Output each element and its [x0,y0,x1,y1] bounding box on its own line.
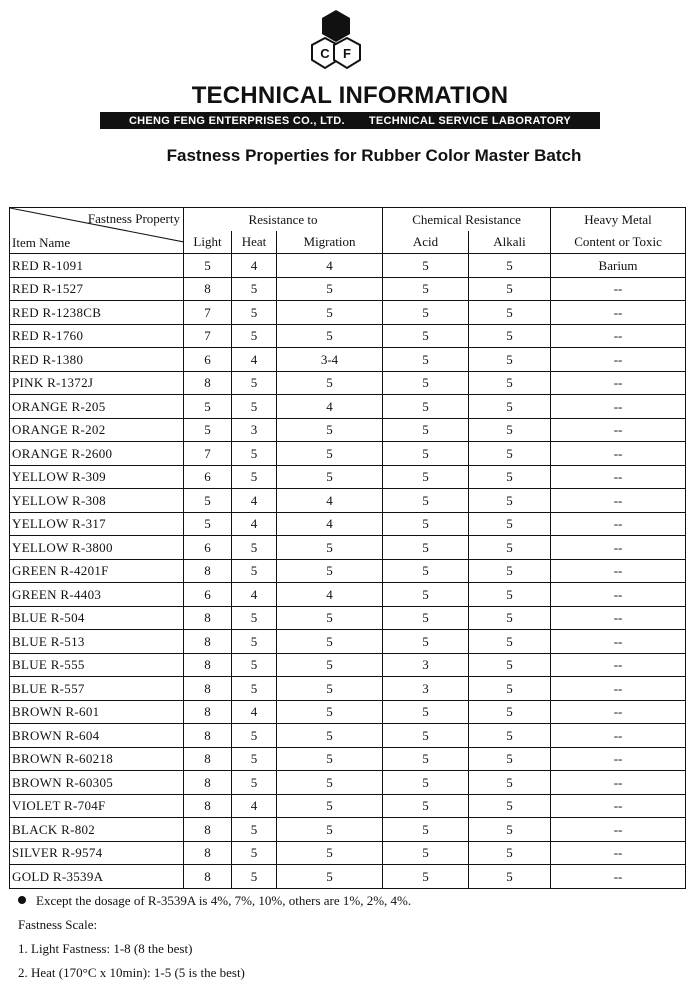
cell-acid: 5 [383,324,469,348]
cell-metal: Barium [551,254,686,278]
cell-acid: 5 [383,418,469,442]
table-row [10,371,686,395]
cell-light: 7 [184,324,232,348]
cell-migration: 4 [277,489,383,513]
table-row [10,677,686,701]
cell-name: SILVER R-9574 [10,841,184,865]
cell-alkali: 5 [469,536,551,560]
cell-alkali: 5 [469,724,551,748]
cell-acid: 5 [383,371,469,395]
table-row [10,630,686,654]
cell-name: YELLOW R-308 [10,489,184,513]
cell-migration: 5 [277,418,383,442]
cell-acid: 5 [383,489,469,513]
cell-heat: 5 [232,747,277,771]
cell-metal: -- [551,653,686,677]
cell-name: BLUE R-557 [10,677,184,701]
cell-heat: 4 [232,794,277,818]
table-row [10,277,686,301]
cell-alkali: 5 [469,442,551,466]
cell-alkali: 5 [469,395,551,419]
cell-name: BROWN R-60218 [10,747,184,771]
cell-alkali: 5 [469,747,551,771]
cell-light: 7 [184,442,232,466]
cell-metal: -- [551,277,686,301]
cell-light: 7 [184,301,232,325]
cell-light: 8 [184,841,232,865]
table-row [10,559,686,583]
cell-light: 8 [184,559,232,583]
table-row [10,348,686,372]
cell-name: RED R-1380 [10,348,184,372]
logo-letter-c: C [320,46,330,61]
cell-alkali: 5 [469,324,551,348]
cell-name: BLUE R-504 [10,606,184,630]
cell-light: 6 [184,348,232,372]
notes-section [18,889,411,985]
cell-alkali: 5 [469,277,551,301]
cell-acid: 5 [383,865,469,889]
cell-alkali: 5 [469,653,551,677]
cell-name: ORANGE R-202 [10,418,184,442]
table-row [10,771,686,795]
cell-acid: 5 [383,348,469,372]
cell-heat: 4 [232,254,277,278]
company-banner [100,112,600,129]
cell-light: 5 [184,418,232,442]
cell-light: 6 [184,583,232,607]
cell-acid: 5 [383,841,469,865]
cell-migration: 4 [277,395,383,419]
cell-light: 8 [184,677,232,701]
cell-metal: -- [551,301,686,325]
light-scale-note: 1. Light Fastness: 1-8 (8 the best) [18,941,193,956]
cell-migration: 5 [277,747,383,771]
table-row [10,606,686,630]
cell-migration: 5 [277,865,383,889]
cell-name: RED R-1527 [10,277,184,301]
cell-alkali: 5 [469,371,551,395]
cell-migration: 5 [277,724,383,748]
cell-heat: 5 [232,724,277,748]
cell-alkali: 5 [469,348,551,372]
cell-light: 8 [184,371,232,395]
cell-acid: 5 [383,536,469,560]
cell-metal: -- [551,371,686,395]
cell-migration: 5 [277,677,383,701]
cell-metal: -- [551,536,686,560]
table-row [10,724,686,748]
cell-name: GREEN R-4403 [10,583,184,607]
header-heavy-metal-line1: Heavy Metal [551,208,686,231]
cell-migration: 5 [277,771,383,795]
cell-metal: -- [551,841,686,865]
table-row [10,324,686,348]
corner-header-cell [10,208,184,254]
cell-acid: 5 [383,395,469,419]
header-light: Light [184,231,232,254]
cell-migration: 5 [277,301,383,325]
cell-heat: 5 [232,371,277,395]
cell-migration: 3-4 [277,348,383,372]
table-row [10,794,686,818]
table-row [10,818,686,842]
company-name: CHENG FENG ENTERPRISES CO., LTD. [128,114,345,127]
corner-header-property: Fastness Property [87,211,180,226]
cell-metal: -- [551,700,686,724]
cell-light: 8 [184,794,232,818]
cell-alkali: 5 [469,677,551,701]
cell-light: 8 [184,747,232,771]
cell-name: ORANGE R-205 [10,395,184,419]
cell-light: 8 [184,771,232,795]
cell-light: 8 [184,606,232,630]
cell-alkali: 5 [469,559,551,583]
cell-heat: 4 [232,489,277,513]
cell-metal: -- [551,606,686,630]
cell-acid: 5 [383,277,469,301]
cell-heat: 5 [232,653,277,677]
cell-metal: -- [551,794,686,818]
cell-migration: 5 [277,841,383,865]
cell-name: BLUE R-555 [10,653,184,677]
cell-alkali: 5 [469,418,551,442]
cell-migration: 5 [277,371,383,395]
cell-light: 8 [184,653,232,677]
bullet-icon [18,896,26,904]
cell-acid: 5 [383,465,469,489]
cell-light: 8 [184,865,232,889]
cell-light: 6 [184,536,232,560]
cell-metal: -- [551,677,686,701]
cell-alkali: 5 [469,512,551,536]
cell-metal: -- [551,630,686,654]
cell-migration: 5 [277,559,383,583]
cell-alkali: 5 [469,254,551,278]
cell-heat: 5 [232,865,277,889]
table-row [10,395,686,419]
cell-metal: -- [551,465,686,489]
cell-migration: 5 [277,653,383,677]
cell-metal: -- [551,348,686,372]
cell-alkali: 5 [469,700,551,724]
dosage-note [18,889,411,913]
cell-heat: 5 [232,559,277,583]
cell-alkali: 5 [469,630,551,654]
cell-acid: 5 [383,700,469,724]
cell-alkali: 5 [469,794,551,818]
cell-heat: 5 [232,818,277,842]
cell-acid: 3 [383,677,469,701]
cell-migration: 5 [277,700,383,724]
cell-metal: -- [551,442,686,466]
cell-name: RED R-1238CB [10,301,184,325]
cell-acid: 5 [383,771,469,795]
cell-metal: -- [551,324,686,348]
cell-migration: 5 [277,442,383,466]
cell-name: RED R-1091 [10,254,184,278]
table-row [10,254,686,278]
cell-name: BROWN R-604 [10,724,184,748]
cell-name: BLUE R-513 [10,630,184,654]
header-acid: Acid [383,231,469,254]
table-row [10,489,686,513]
table-row [10,536,686,560]
cell-metal: -- [551,724,686,748]
cell-metal: -- [551,512,686,536]
cell-migration: 4 [277,512,383,536]
cell-name: RED R-1760 [10,324,184,348]
cell-light: 5 [184,254,232,278]
cell-metal: -- [551,747,686,771]
fastness-table [9,207,686,889]
cell-metal: -- [551,583,686,607]
cell-light: 5 [184,489,232,513]
cell-name: BROWN R-60305 [10,771,184,795]
cell-acid: 5 [383,301,469,325]
cell-heat: 5 [232,771,277,795]
cell-acid: 5 [383,606,469,630]
cell-heat: 5 [232,606,277,630]
cell-name: YELLOW R-317 [10,512,184,536]
cell-name: GOLD R-3539A [10,865,184,889]
cell-light: 5 [184,395,232,419]
header-migration: Migration [277,231,383,254]
cell-alkali: 5 [469,818,551,842]
cell-name: VIOLET R-704F [10,794,184,818]
header-heat: Heat [232,231,277,254]
lab-name: TECHNICAL SERVICE LABORATORY [368,114,572,127]
cell-heat: 5 [232,442,277,466]
table-row [10,512,686,536]
cell-alkali: 5 [469,489,551,513]
cell-migration: 5 [277,324,383,348]
cell-acid: 5 [383,254,469,278]
cell-metal: -- [551,395,686,419]
cell-migration: 5 [277,606,383,630]
cell-name: BROWN R-601 [10,700,184,724]
cell-migration: 4 [277,254,383,278]
page-title: TECHNICAL INFORMATION [191,82,509,109]
group-header-resistance: Resistance to [184,208,383,231]
cell-acid: 5 [383,583,469,607]
cell-metal: -- [551,489,686,513]
cell-acid: 3 [383,653,469,677]
group-header-chemical: Chemical Resistance [383,208,551,231]
cell-light: 5 [184,512,232,536]
cell-migration: 5 [277,794,383,818]
cell-acid: 5 [383,559,469,583]
table-row [10,841,686,865]
table-row [10,700,686,724]
logo-letter-f: F [343,46,351,61]
cell-heat: 4 [232,700,277,724]
cell-light: 6 [184,465,232,489]
table-row [10,653,686,677]
cell-light: 8 [184,700,232,724]
scale-title: Fastness Scale: [18,917,98,932]
cell-name: ORANGE R-2600 [10,442,184,466]
cell-heat: 4 [232,512,277,536]
cell-acid: 5 [383,442,469,466]
table-row [10,865,686,889]
cell-alkali: 5 [469,301,551,325]
cell-metal: -- [551,865,686,889]
cell-heat: 3 [232,418,277,442]
cell-alkali: 5 [469,841,551,865]
cell-heat: 5 [232,465,277,489]
cell-heat: 5 [232,277,277,301]
cell-light: 8 [184,724,232,748]
cell-heat: 5 [232,301,277,325]
table-row [10,301,686,325]
cell-alkali: 5 [469,606,551,630]
cell-migration: 5 [277,818,383,842]
cell-name: PINK R-1372J [10,371,184,395]
cell-metal: -- [551,559,686,583]
cell-heat: 4 [232,348,277,372]
header-heavy-metal-line2: Content or Toxic [551,231,686,254]
cell-light: 8 [184,277,232,301]
table-row [10,418,686,442]
cell-metal: -- [551,818,686,842]
cell-light: 8 [184,818,232,842]
cell-alkali: 5 [469,865,551,889]
cell-heat: 5 [232,395,277,419]
table-row [10,465,686,489]
corner-header-item: Item Name [12,235,71,250]
cell-acid: 5 [383,818,469,842]
cell-name: BLACK R-802 [10,818,184,842]
cell-migration: 5 [277,277,383,301]
cell-metal: -- [551,418,686,442]
cell-heat: 5 [232,324,277,348]
cell-alkali: 5 [469,583,551,607]
cell-migration: 5 [277,465,383,489]
cf-logo-icon [296,8,376,72]
document-subtitle: Fastness Properties for Rubber Color Master Batch [166,146,582,165]
cell-acid: 5 [383,512,469,536]
cell-alkali: 5 [469,465,551,489]
cell-heat: 4 [232,583,277,607]
heat-scale-note: 2. Heat (170°C x 10min): 1-5 (5 is the best) [18,965,245,980]
cell-name: GREEN R-4201F [10,559,184,583]
cell-alkali: 5 [469,771,551,795]
cell-name: YELLOW R-3800 [10,536,184,560]
cell-metal: -- [551,771,686,795]
cell-name: YELLOW R-309 [10,465,184,489]
cell-acid: 5 [383,794,469,818]
cell-heat: 5 [232,841,277,865]
cell-migration: 5 [277,536,383,560]
cell-migration: 4 [277,583,383,607]
table-row [10,747,686,771]
cell-light: 8 [184,630,232,654]
cell-acid: 5 [383,724,469,748]
cell-migration: 5 [277,630,383,654]
cell-acid: 5 [383,630,469,654]
table-row [10,442,686,466]
header-alkali: Alkali [469,231,551,254]
cell-acid: 5 [383,747,469,771]
dosage-note-text: Except the dosage of R-3539A is 4%, 7%, 10%, others are 1%, 2%, 4%. [36,893,412,908]
cell-heat: 5 [232,677,277,701]
cell-heat: 5 [232,536,277,560]
table-row [10,583,686,607]
cell-heat: 5 [232,630,277,654]
